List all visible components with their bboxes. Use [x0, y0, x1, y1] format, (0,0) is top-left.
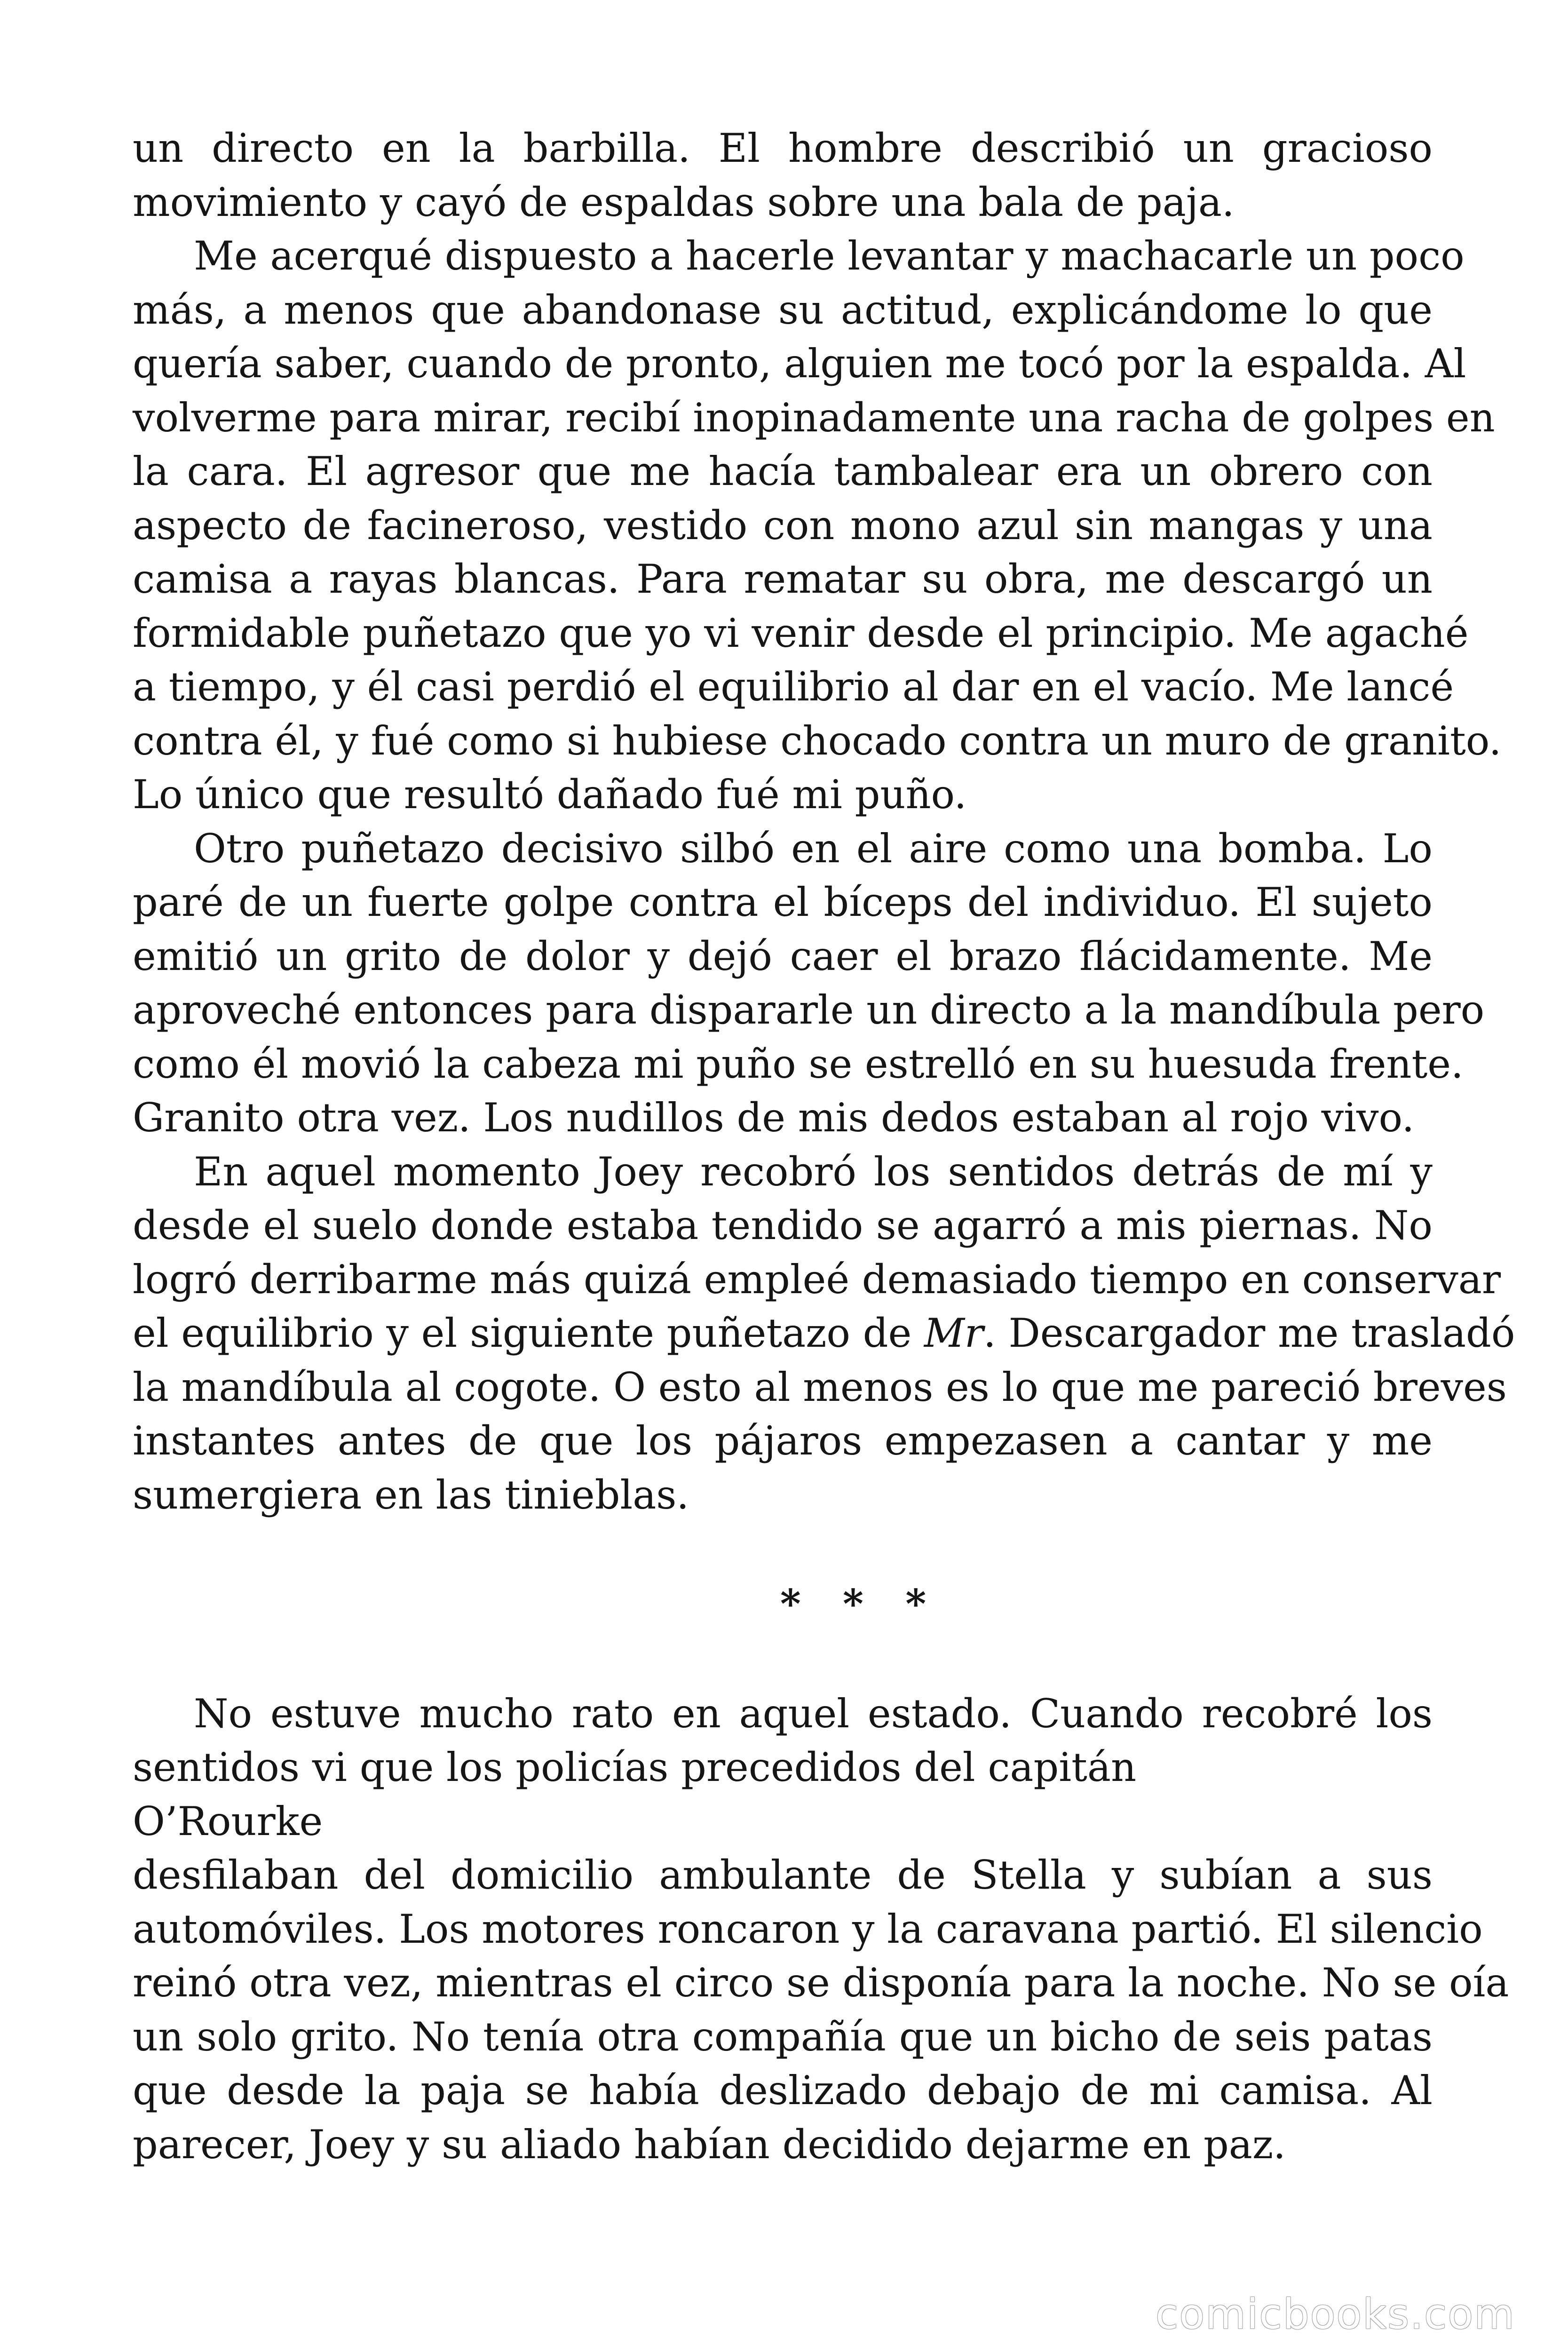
paragraph-3 [133, 822, 1485, 1145]
text-line: sumergiera en las tinieblas. [133, 1471, 689, 1518]
text-line: contra él, y fué como si hubiese chocado contra un muro de granito. [133, 717, 1502, 764]
text-line: a tiempo, y él casi perdió el equilibrio al dar en el vacío. Me lancé [133, 664, 1454, 710]
page-body [133, 121, 1515, 2171]
text-line: desfilaban del domicilio ambulante de Stella y subían a sus [133, 1852, 1433, 1898]
text-line: formidable puñetazo que yo vi venir desde el principio. Me agaché [133, 610, 1469, 656]
text-line [133, 1306, 1515, 1360]
text-line: la cara. El agresor que me hacía tambalear era un obrero con [133, 448, 1433, 494]
paragraph-2 [133, 229, 1502, 822]
text-line: aspecto de facineroso, vestido con mono azul sin mangas y una [133, 502, 1433, 548]
text-line: un directo en la barbilla. El hombre describió un gracioso [133, 125, 1433, 171]
text-line: parecer, Joey y su aliado habían decidido dejarme en paz. [133, 2121, 1286, 2168]
spacer [133, 1522, 1433, 1577]
paragraph-5 [133, 1687, 1509, 2172]
watermark: comicbooks.com [1155, 2290, 1515, 2338]
text-line: Otro puñetazo decisivo silbó en el aire como una bomba. Lo [194, 825, 1433, 872]
text-line: Me acerqué dispuesto a hacerle levantar y machacarle un poco [194, 233, 1465, 279]
text-line: logró derribarme más quizá empleé demasiado tiempo en conservar [133, 1256, 1501, 1303]
text-fragment: el equilibrio y el siguiente puñetazo de [133, 1310, 924, 1356]
text-line: Lo único que resultó dañado fué mi puño. [133, 771, 967, 818]
text-fragment: . Descargador me trasladó [983, 1310, 1515, 1356]
text-line: emitió un grito de dolor y dejó caer el brazo flácidamente. Me [133, 933, 1433, 979]
text-line: como él movió la cabeza mi puño se estrelló en su huesuda frente. [133, 1041, 1464, 1087]
paragraph-1 [133, 121, 1433, 229]
text-line: quería saber, cuando de pronto, alguien me tocó por la espalda. Al [133, 341, 1466, 387]
spacer [133, 1631, 1433, 1687]
text-line: aproveché entonces para dispararle un directo a la mandíbula pero [133, 987, 1485, 1033]
text-line: movimiento y cayó de espaldas sobre una bala de paja. [133, 179, 1235, 225]
text-line: instantes antes de que los pájaros empezasen a cantar y me [133, 1418, 1433, 1464]
italic-text: Mr [924, 1310, 984, 1356]
text-line: la mandíbula al cogote. O esto al menos es lo que me pareció breves [133, 1364, 1507, 1410]
paragraph-4 [133, 1145, 1515, 1522]
section-separator: * * * [780, 1581, 941, 1627]
text-line: Granito otra vez. Los nudillos de mis dedos estaban al rojo vivo. [133, 1095, 1415, 1141]
text-line: O’Rourke [133, 1798, 323, 1844]
text-line: sentidos vi que los policías precedidos del capitán [133, 1744, 1137, 1790]
text-line: volverme para mirar, recibí inopinadamente una racha de golpes en [133, 394, 1495, 441]
text-line: No estuve mucho rato en aquel estado. Cuando recobré los [194, 1690, 1433, 1737]
text-line: que desde la paja se había deslizado debajo de mi camisa. Al [133, 2067, 1433, 2114]
text-line: desde el suelo donde estaba tendido se agarró a mis piernas. No [133, 1202, 1433, 1248]
text-line: automóviles. Los motores roncaron y la caravana partió. El silencio [133, 1906, 1483, 1952]
text-line: camisa a rayas blancas. Para rematar su obra, me descargó un [133, 556, 1433, 602]
text-line: En aquel momento Joey recobró los sentidos detrás de mí y [194, 1148, 1433, 1195]
text-line: más, a menos que abandonase su actitud, explicándome lo que [133, 286, 1433, 333]
text-line: reinó otra vez, mientras el circo se disponía para la noche. No se oía [133, 1960, 1509, 2006]
text-line: paré de un fuerte golpe contra el bíceps del individuo. El sujeto [133, 879, 1433, 925]
text-line: un solo grito. No tenía otra compañía que un bicho de seis patas [133, 2013, 1433, 2060]
